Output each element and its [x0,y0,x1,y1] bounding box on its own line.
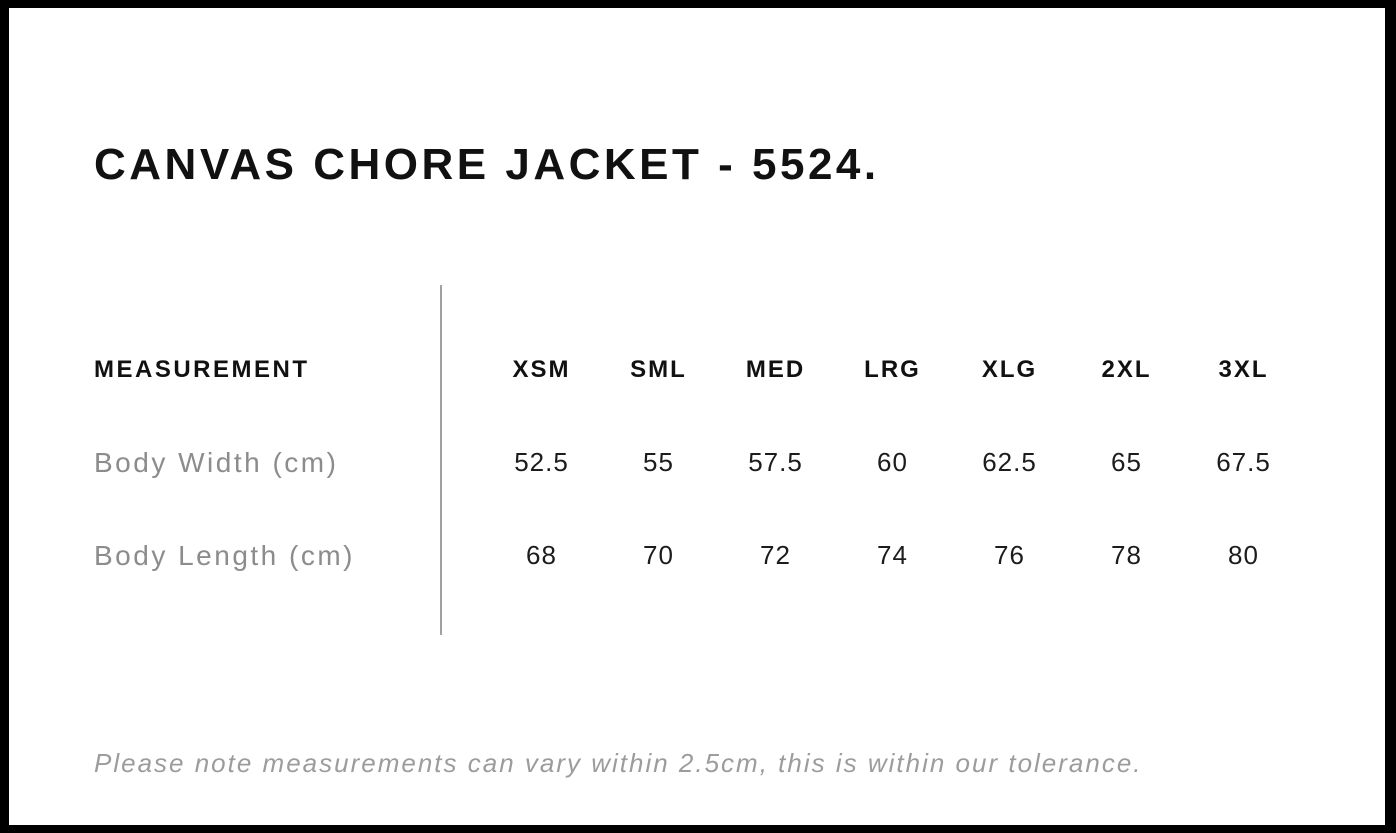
page-title: CANVAS CHORE JACKET - 5524. [94,140,880,190]
tolerance-note: Please note measurements can vary within 2.5cm, this is within our tolerance. [94,748,1143,778]
table-cell: 67.5 [1216,447,1271,477]
table-cell: 60 [877,447,908,477]
size-chart-table [94,323,1302,602]
table-cell: 65 [1111,447,1142,477]
table-cell: 70 [643,540,674,570]
table-cell: 57.5 [748,447,803,477]
size-column-header-xsm: XSM [512,355,571,383]
table-cell: 76 [994,540,1025,570]
size-column-header-xlg: XLG [981,355,1038,383]
table-cell: 52.5 [514,447,569,477]
table-cell: 72 [760,540,791,570]
row-label-body-length: Body Length (cm) [94,539,355,571]
table-cell: 68 [526,540,557,570]
row-label-body-width: Body Width (cm) [94,446,339,478]
size-column-header-2xl: 2XL [1101,355,1152,383]
table-cell: 80 [1228,540,1259,570]
size-column-header-3xl: 3XL [1218,355,1269,383]
size-guide-page [9,8,1385,825]
size-column-header-med: MED [745,355,806,383]
table-cell: 55 [643,447,674,477]
table-cell: 74 [877,540,908,570]
table-cell: 78 [1111,540,1142,570]
size-column-header-sml: SML [630,355,687,383]
measurement-column-header: MEASUREMENT [94,355,310,383]
table-cell: 62.5 [982,447,1037,477]
size-column-header-lrg: LRG [864,355,921,383]
